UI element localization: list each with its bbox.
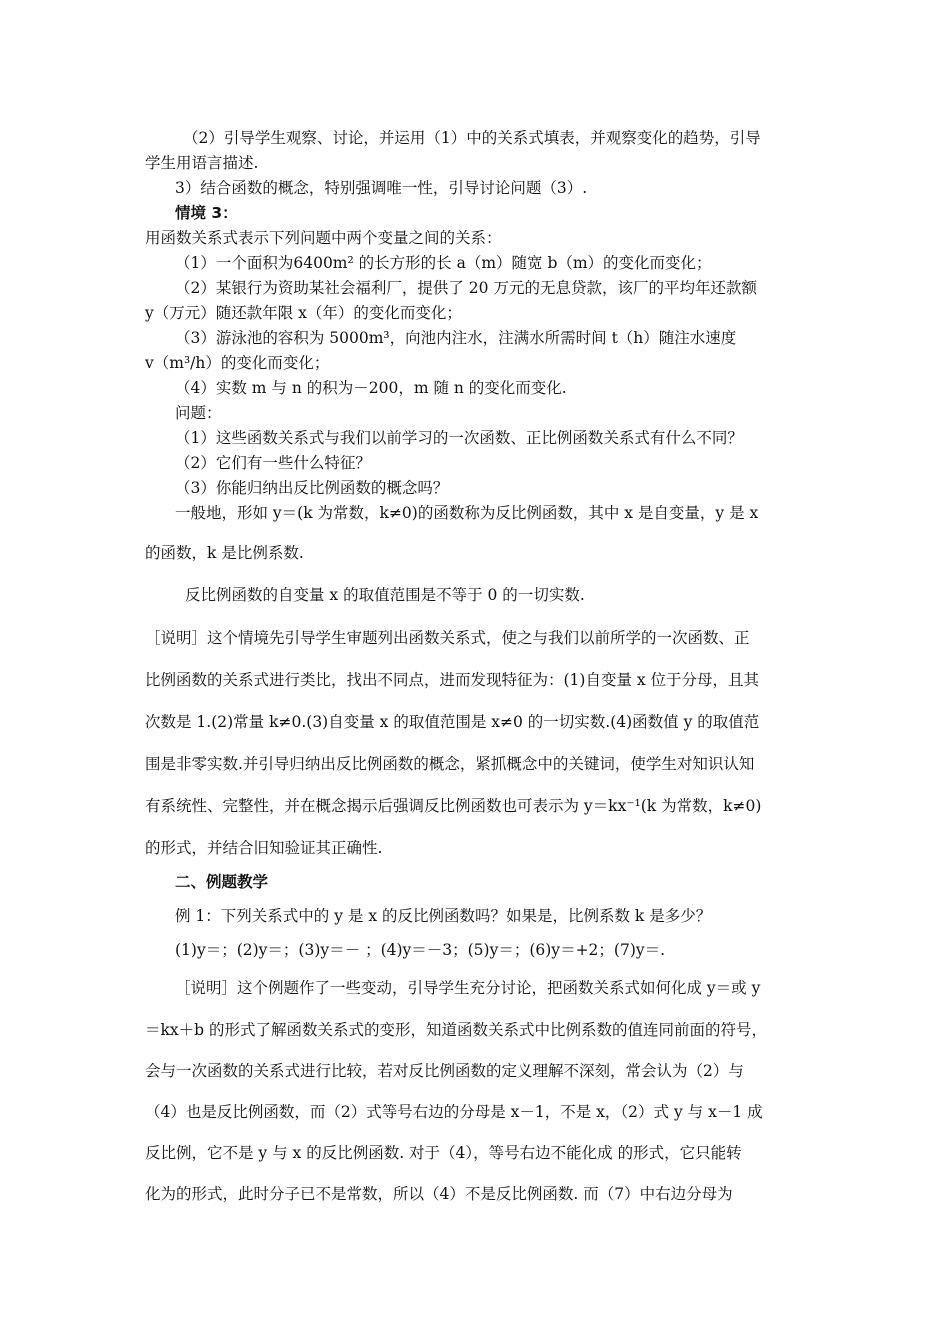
paragraph-line: y（万元）随还款年限 x（年）的变化而变化； (145, 304, 462, 322)
paragraph-line: （4）实数 m 与 n 的积为－200，m 随 n 的变化而变化. (175, 379, 567, 397)
paragraph-line: 的函数，k 是比例系数. (145, 544, 304, 562)
paragraph-line: 围是非零实数.并引导归纳出反比例函数的概念，紧抓概念中的关键词，使学生对知识认知 (145, 755, 755, 773)
paragraph-line: （3）游泳池的容积为 5000m³，向池内注水，注满水所需时间 t（h）随注水速度 (175, 329, 737, 347)
paragraph-line: v（m³/h）的变化而变化； (145, 354, 330, 372)
paragraph-line: ［说明］这个例题作了一些变动，引导学生充分讨论，把函数关系式如何化成 y＝或 y (175, 979, 761, 997)
paragraph-line: 的形式，并结合旧知验证其正确性. (145, 839, 383, 857)
paragraph-line: 反比例，它不是 y 与 x 的反比例函数. 对于（4），等号右边不能化成 的形式，它只能转 (145, 1144, 742, 1162)
paragraph-line: （1）这些函数关系式与我们以前学习的一次函数、正比例函数关系式有什么不同？ (175, 429, 743, 447)
paragraph-line: （4）也是反比例函数，而（2）式等号右边的分母是 x－1，不是 x，（2）式 y 与 x－1 成 (145, 1103, 763, 1121)
paragraph-line: 次数是 1.(2)常量 k≠0.(3)自变量 x 的取值范围是 x≠0 的一切实数.(4)函数值 y 的取值范 (145, 713, 760, 731)
paragraph-line: （2）某银行为资助某社会福利厂，提供了 20 万元的无息贷款，该厂的平均年还款额 (175, 279, 757, 297)
paragraph-line: 一般地，形如 y＝(k 为常数，k≠0)的函数称为反比例函数，其中 x 是自变量，y 是 x (175, 504, 759, 522)
paragraph-line: 3）结合函数的概念，特别强调唯一性，引导讨论问题（3）. (175, 179, 588, 197)
section-heading: 二、例题教学 (175, 873, 269, 891)
paragraph-line: 反比例函数的自变量 x 的取值范围是不等于 0 的一切实数. (185, 586, 585, 604)
paragraph-line: （3）你能归纳出反比例函数的概念吗？ (175, 479, 449, 497)
paragraph-line: 例 1：下列关系式中的 y 是 x 的反比例函数吗？如果是，比例系数 k 是多少？ (175, 907, 712, 925)
paragraph-line: （2）引导学生观察、讨论，并运用（1）中的关系式填表，并观察变化的趋势，引导 (183, 129, 761, 147)
paragraph-line: （1）一个面积为6400m² 的长方形的长 a（m）随宽 b（m）的变化而变化； (175, 254, 712, 272)
paragraph-line: ［说明］这个情境先引导学生审题列出函数关系式，使之与我们以前所学的一次函数、正 (145, 629, 750, 647)
paragraph-line: 学生用语言描述. (145, 154, 259, 172)
paragraph-line: 比例函数的关系式进行类比，找出不同点，进而发现特征为：(1)自变量 x 位于分母，且其 (145, 671, 760, 689)
paragraph-line: 问题： (175, 404, 222, 422)
paragraph-line: 化为的形式，此时分子已不是常数，所以（4）不是反比例函数. 而（7）中右边分母为 (145, 1185, 733, 1203)
paragraph-line: ＝kx＋b 的形式了解函数关系式的变形，知道函数关系式中比例系数的值连同前面的符号， (145, 1021, 767, 1039)
section-heading: 情境 3： (175, 204, 238, 222)
paragraph-line: 用函数关系式表示下列问题中两个变量之间的关系： (145, 229, 502, 247)
paragraph-line: 会与一次函数的关系式进行比较，若对反比例函数的定义理解不深刻，常会认为（2）与 (145, 1062, 744, 1080)
paragraph-line: 有系统性、完整性，并在概念揭示后强调反比例函数也可表示为 y＝kx⁻¹(k 为常数，k≠0) (145, 797, 762, 815)
paragraph-line: （2）它们有一些什么特征？ (175, 454, 371, 472)
paragraph-line: (1)y＝；(2)y＝；(3)y＝－ ；(4)y＝－3；(5)y＝；(6)y＝+2；(7)y＝. (175, 941, 666, 959)
